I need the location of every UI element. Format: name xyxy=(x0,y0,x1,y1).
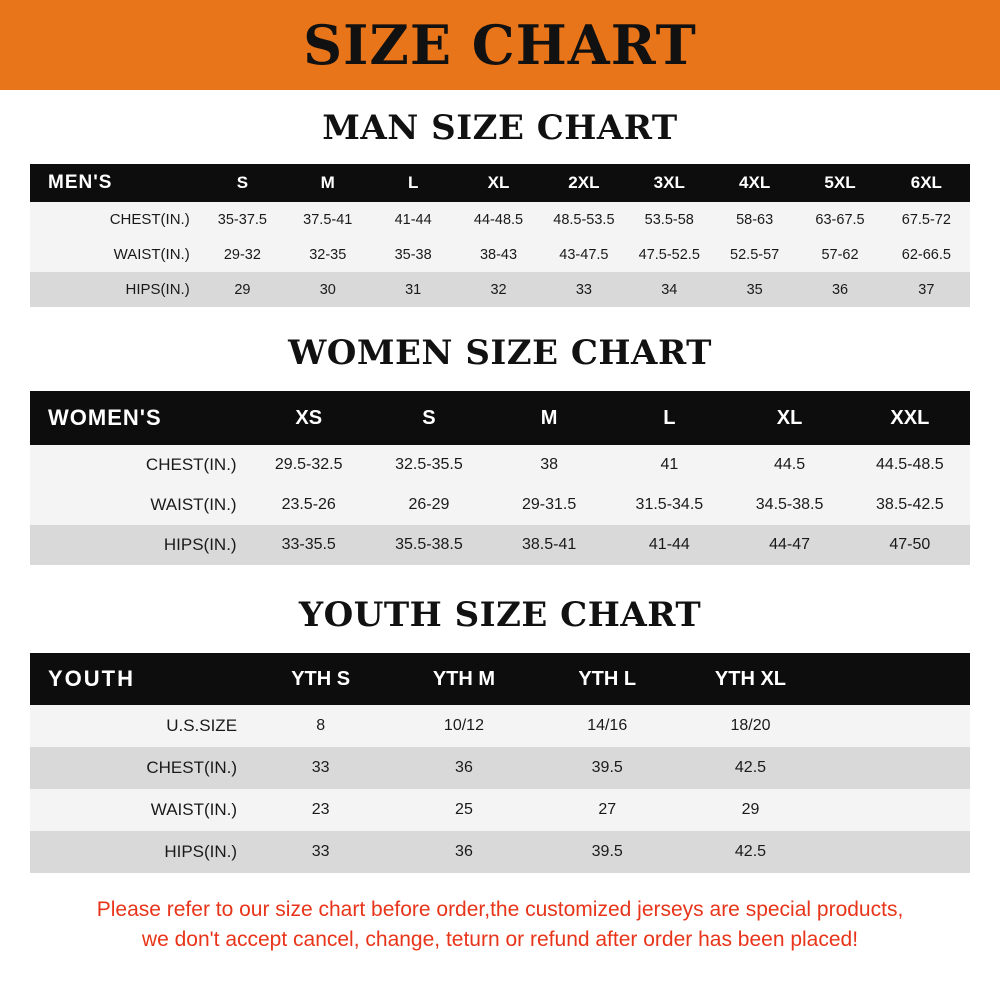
man-cell-1-0: 29-32 xyxy=(200,237,285,272)
women-table-body xyxy=(30,445,970,565)
women-row-label-0: CHEST(IN.) xyxy=(30,445,249,485)
women-cell-0-3: 41 xyxy=(609,445,729,485)
women-cell-1-5: 38.5-42.5 xyxy=(850,485,970,525)
man-cell-0-1: 37.5-41 xyxy=(285,202,370,237)
man-cell-1-7: 57-62 xyxy=(797,237,882,272)
youth-row-label-1: CHEST(IN.) xyxy=(30,747,249,789)
youth-cell-0-1: 10/12 xyxy=(392,705,535,747)
man-table-head xyxy=(30,164,970,202)
youth-cell-2-3: 29 xyxy=(679,789,822,831)
women-cell-0-0: 29.5-32.5 xyxy=(249,445,369,485)
footer-line-2: we don't accept cancel, change, teturn or refund after order has been placed! xyxy=(141,928,859,952)
man-cell-1-8: 62-66.5 xyxy=(883,237,970,272)
man-cell-2-7: 36 xyxy=(797,272,882,307)
man-row-label-2: HIPS(IN.) xyxy=(30,272,200,307)
man-cell-2-2: 31 xyxy=(370,272,455,307)
man-cell-1-4: 43-47.5 xyxy=(541,237,626,272)
man-row-label-0: CHEST(IN.) xyxy=(30,202,200,237)
youth-table-head xyxy=(30,653,970,705)
youth-cell-2-1: 25 xyxy=(392,789,535,831)
table-row xyxy=(30,747,970,789)
man-header-cell-2: M xyxy=(285,164,370,202)
women-cell-2-5: 47-50 xyxy=(850,525,970,565)
man-row-label-1: WAIST(IN.) xyxy=(30,237,200,272)
women-cell-2-4: 44-47 xyxy=(729,525,849,565)
man-cell-2-0: 29 xyxy=(200,272,285,307)
youth-cell-2-4 xyxy=(822,789,970,831)
women-cell-1-3: 31.5-34.5 xyxy=(609,485,729,525)
youth-cell-1-2: 39.5 xyxy=(536,747,679,789)
youth-section-title: YOUTH SIZE CHART xyxy=(298,595,702,635)
youth-header-cell-4: YTH XL xyxy=(679,653,822,705)
table-row xyxy=(30,485,970,525)
man-cell-1-1: 32-35 xyxy=(285,237,370,272)
youth-cell-1-3: 42.5 xyxy=(679,747,822,789)
youth-cell-2-2: 27 xyxy=(536,789,679,831)
table-header-row xyxy=(30,164,970,202)
man-header-cell-5: 2XL xyxy=(541,164,626,202)
women-size-table xyxy=(30,391,970,565)
man-cell-0-2: 41-44 xyxy=(370,202,455,237)
man-cell-0-7: 63-67.5 xyxy=(797,202,882,237)
man-cell-1-3: 38-43 xyxy=(456,237,541,272)
women-header-cell-5: XL xyxy=(729,391,849,445)
youth-header-cell-0: YOUTH xyxy=(30,653,249,705)
youth-cell-1-0: 33 xyxy=(249,747,392,789)
women-cell-1-1: 26-29 xyxy=(369,485,489,525)
man-cell-2-1: 30 xyxy=(285,272,370,307)
man-section-title: MAN SIZE CHART xyxy=(322,108,678,148)
women-header-cell-4: L xyxy=(609,391,729,445)
footer-disclaimer xyxy=(0,895,1000,956)
man-header-cell-6: 3XL xyxy=(627,164,712,202)
youth-cell-2-0: 23 xyxy=(249,789,392,831)
women-cell-1-4: 34.5-38.5 xyxy=(729,485,849,525)
table-row xyxy=(30,705,970,747)
table-row xyxy=(30,445,970,485)
man-header-cell-7: 4XL xyxy=(712,164,797,202)
youth-header-cell-1: YTH S xyxy=(249,653,392,705)
man-table-body xyxy=(30,202,970,307)
man-cell-0-8: 67.5-72 xyxy=(883,202,970,237)
table-header-row xyxy=(30,391,970,445)
youth-cell-0-2: 14/16 xyxy=(536,705,679,747)
youth-cell-1-1: 36 xyxy=(392,747,535,789)
man-cell-1-6: 52.5-57 xyxy=(712,237,797,272)
youth-header-cell-3: YTH L xyxy=(536,653,679,705)
table-header-row xyxy=(30,653,970,705)
youth-table-body xyxy=(30,705,970,873)
man-header-cell-9: 6XL xyxy=(883,164,970,202)
man-cell-1-2: 35-38 xyxy=(370,237,455,272)
women-table-head xyxy=(30,391,970,445)
header-banner xyxy=(0,0,1000,90)
youth-cell-3-2: 39.5 xyxy=(536,831,679,873)
women-header-cell-2: S xyxy=(369,391,489,445)
man-header-cell-4: XL xyxy=(456,164,541,202)
man-header-cell-3: L xyxy=(370,164,455,202)
youth-size-table-wrap xyxy=(30,653,970,873)
youth-row-label-3: HIPS(IN.) xyxy=(30,831,249,873)
women-cell-0-2: 38 xyxy=(489,445,609,485)
women-cell-1-0: 23.5-26 xyxy=(249,485,369,525)
women-cell-2-3: 41-44 xyxy=(609,525,729,565)
man-cell-0-0: 35-37.5 xyxy=(200,202,285,237)
women-size-table-wrap xyxy=(30,391,970,565)
man-cell-0-3: 44-48.5 xyxy=(456,202,541,237)
women-cell-1-2: 29-31.5 xyxy=(489,485,609,525)
youth-row-label-2: WAIST(IN.) xyxy=(30,789,249,831)
women-row-label-2: HIPS(IN.) xyxy=(30,525,249,565)
page-title: SIZE CHART xyxy=(303,13,697,77)
youth-cell-0-3: 18/20 xyxy=(679,705,822,747)
youth-cell-3-4 xyxy=(822,831,970,873)
man-cell-2-8: 37 xyxy=(883,272,970,307)
women-header-cell-0: WOMEN'S xyxy=(30,391,249,445)
table-row xyxy=(30,237,970,272)
youth-cell-3-1: 36 xyxy=(392,831,535,873)
table-row xyxy=(30,789,970,831)
man-cell-1-5: 47.5-52.5 xyxy=(627,237,712,272)
women-cell-0-4: 44.5 xyxy=(729,445,849,485)
table-row xyxy=(30,202,970,237)
man-cell-2-5: 34 xyxy=(627,272,712,307)
man-cell-0-6: 58-63 xyxy=(712,202,797,237)
man-header-cell-8: 5XL xyxy=(797,164,882,202)
man-size-table-wrap xyxy=(30,164,970,307)
man-header-cell-0: MEN'S xyxy=(30,164,200,202)
women-cell-0-1: 32.5-35.5 xyxy=(369,445,489,485)
women-section-title: WOMEN SIZE CHART xyxy=(288,333,712,373)
youth-row-label-0: U.S.SIZE xyxy=(30,705,249,747)
women-cell-2-2: 38.5-41 xyxy=(489,525,609,565)
man-header-cell-1: S xyxy=(200,164,285,202)
man-cell-0-4: 48.5-53.5 xyxy=(541,202,626,237)
table-row xyxy=(30,525,970,565)
man-cell-2-3: 32 xyxy=(456,272,541,307)
women-cell-0-5: 44.5-48.5 xyxy=(850,445,970,485)
man-size-table xyxy=(30,164,970,307)
youth-cell-3-0: 33 xyxy=(249,831,392,873)
footer-line-1: Please refer to our size chart before order,the customized jerseys are special products, xyxy=(96,898,904,921)
man-cell-2-6: 35 xyxy=(712,272,797,307)
women-header-cell-1: XS xyxy=(249,391,369,445)
women-cell-2-1: 35.5-38.5 xyxy=(369,525,489,565)
youth-cell-0-4 xyxy=(822,705,970,747)
table-row xyxy=(30,272,970,307)
youth-cell-1-4 xyxy=(822,747,970,789)
youth-header-cell-2: YTH M xyxy=(392,653,535,705)
women-header-cell-3: M xyxy=(489,391,609,445)
youth-cell-0-0: 8 xyxy=(249,705,392,747)
youth-size-table xyxy=(30,653,970,873)
youth-cell-3-3: 42.5 xyxy=(679,831,822,873)
women-header-cell-6: XXL xyxy=(850,391,970,445)
women-cell-2-0: 33-35.5 xyxy=(249,525,369,565)
man-cell-2-4: 33 xyxy=(541,272,626,307)
women-row-label-1: WAIST(IN.) xyxy=(30,485,249,525)
table-row xyxy=(30,831,970,873)
man-cell-0-5: 53.5-58 xyxy=(627,202,712,237)
youth-header-cell-5 xyxy=(822,653,970,705)
